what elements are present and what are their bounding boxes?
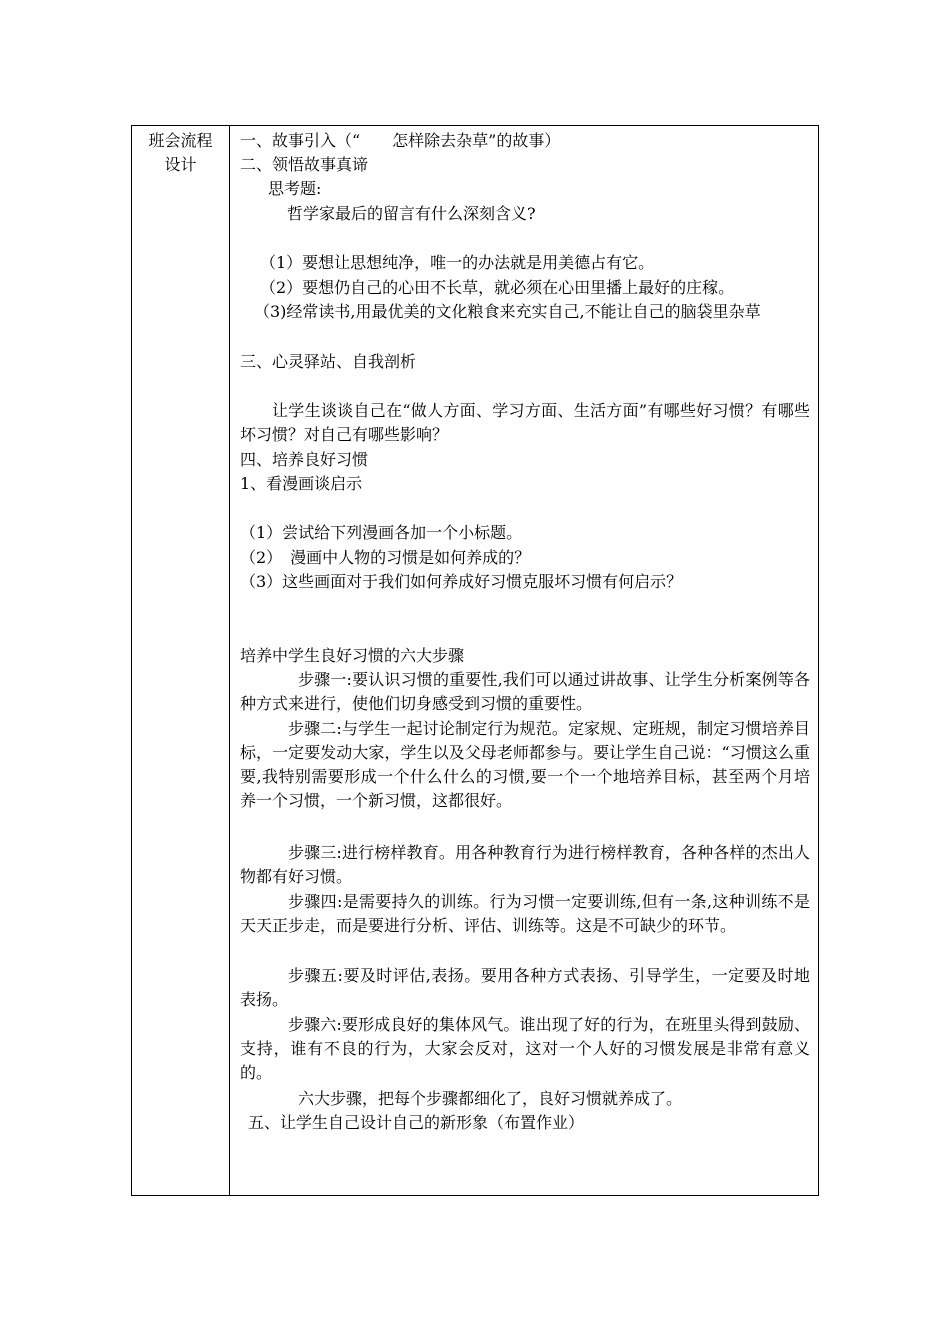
label-cell — [132, 126, 230, 1195]
comic-question-3: （3）这些画面对于我们如何养成好习惯克服坏习惯有何启示？ — [240, 572, 683, 591]
point-1: （1）要想让思想纯净，唯一的办法就是用美德占有它。 — [260, 253, 655, 272]
step-5: 步骤五:要及时评估,表扬。要用各种方式表扬、引导学生，一定要及时地表扬。 — [240, 966, 810, 1009]
section-2-heading: 二、领悟故事真谛 — [240, 155, 369, 174]
step-3: 步骤三:进行榜样教育。用各种教育行为进行榜样教育，各种各样的杰出人物都有好习惯。 — [240, 843, 810, 886]
point-2: （2）要想仍自己的心田不长草，就必须在心田里播上最好的庄稼。 — [260, 278, 735, 297]
think-label: 思考题: — [268, 179, 322, 198]
comic-question-1: （1）尝试给下列漫画各加一个小标题。 — [240, 523, 523, 542]
section-4-heading: 四、培养良好习惯 — [240, 450, 369, 469]
content-cell — [230, 126, 818, 1195]
six-steps-title: 培养中学生良好习惯的六大步骤 — [240, 646, 465, 665]
section-1-heading: 一、故事引入（“ 怎样除去杂草”的故事） — [240, 131, 561, 150]
step-4: 步骤四:是需要持久的训练。行为习惯一定要训练,但有一条,这种训练不是天天正步走，而是要进行分析、评估、训练等。这是不可缺少的环节。 — [240, 892, 810, 935]
label-line-2: 设计 — [164, 155, 197, 174]
step-2: 步骤二:与学生一起讨论制定行为规范。定家规、定班规，制定习惯培养目标，一定要发动大家，学生以及父母老师都参与。要让学生自己说：“习惯这么重要,我特别需要形成一个什么什么的习惯,要一个一个地培养目标，甚至两个月培养一个习惯，一个新习惯，这都很好。 — [240, 719, 810, 810]
think-question: 哲学家最后的留言有什么深刻含义? — [287, 204, 536, 223]
label-line-1: 班会流程 — [148, 131, 213, 150]
section-3-heading: 三、心灵驿站、自我剖析 — [240, 352, 417, 371]
step-1: 步骤一:要认识习惯的重要性,我们可以通过讲故事、让学生分析案例等各种方式来进行，使他们切身感受到习惯的重要性。 — [240, 670, 810, 713]
subsection-1-heading: 1、看漫画谈启示 — [240, 474, 363, 493]
section-5-heading: 五、让学生自己设计自己的新形象（布置作业） — [248, 1113, 585, 1132]
lesson-table — [131, 125, 819, 1196]
step-6: 步骤六:要形成良好的集体风气。谁出现了好的行为，在班里头得到鼓励、支持，谁有不良的行为，大家会反对，这对一个人好的习惯发展是非常有意义的。 — [240, 1015, 810, 1082]
point-3: （3)经常读书,用最优美的文化粮食来充实自己,不能让自己的脑袋里杂草 — [254, 302, 761, 321]
self-analysis-text: 让学生谈谈自己在“做人方面、学习方面、生活方面”有哪些好习惯？有哪些坏习惯？对自己有哪些影响？ — [240, 401, 810, 444]
six-steps-summary: 六大步骤，把每个步骤都细化了，良好习惯就养成了。 — [298, 1089, 683, 1108]
comic-question-2: （2） 漫画中人物的习惯是如何养成的？ — [240, 548, 531, 567]
